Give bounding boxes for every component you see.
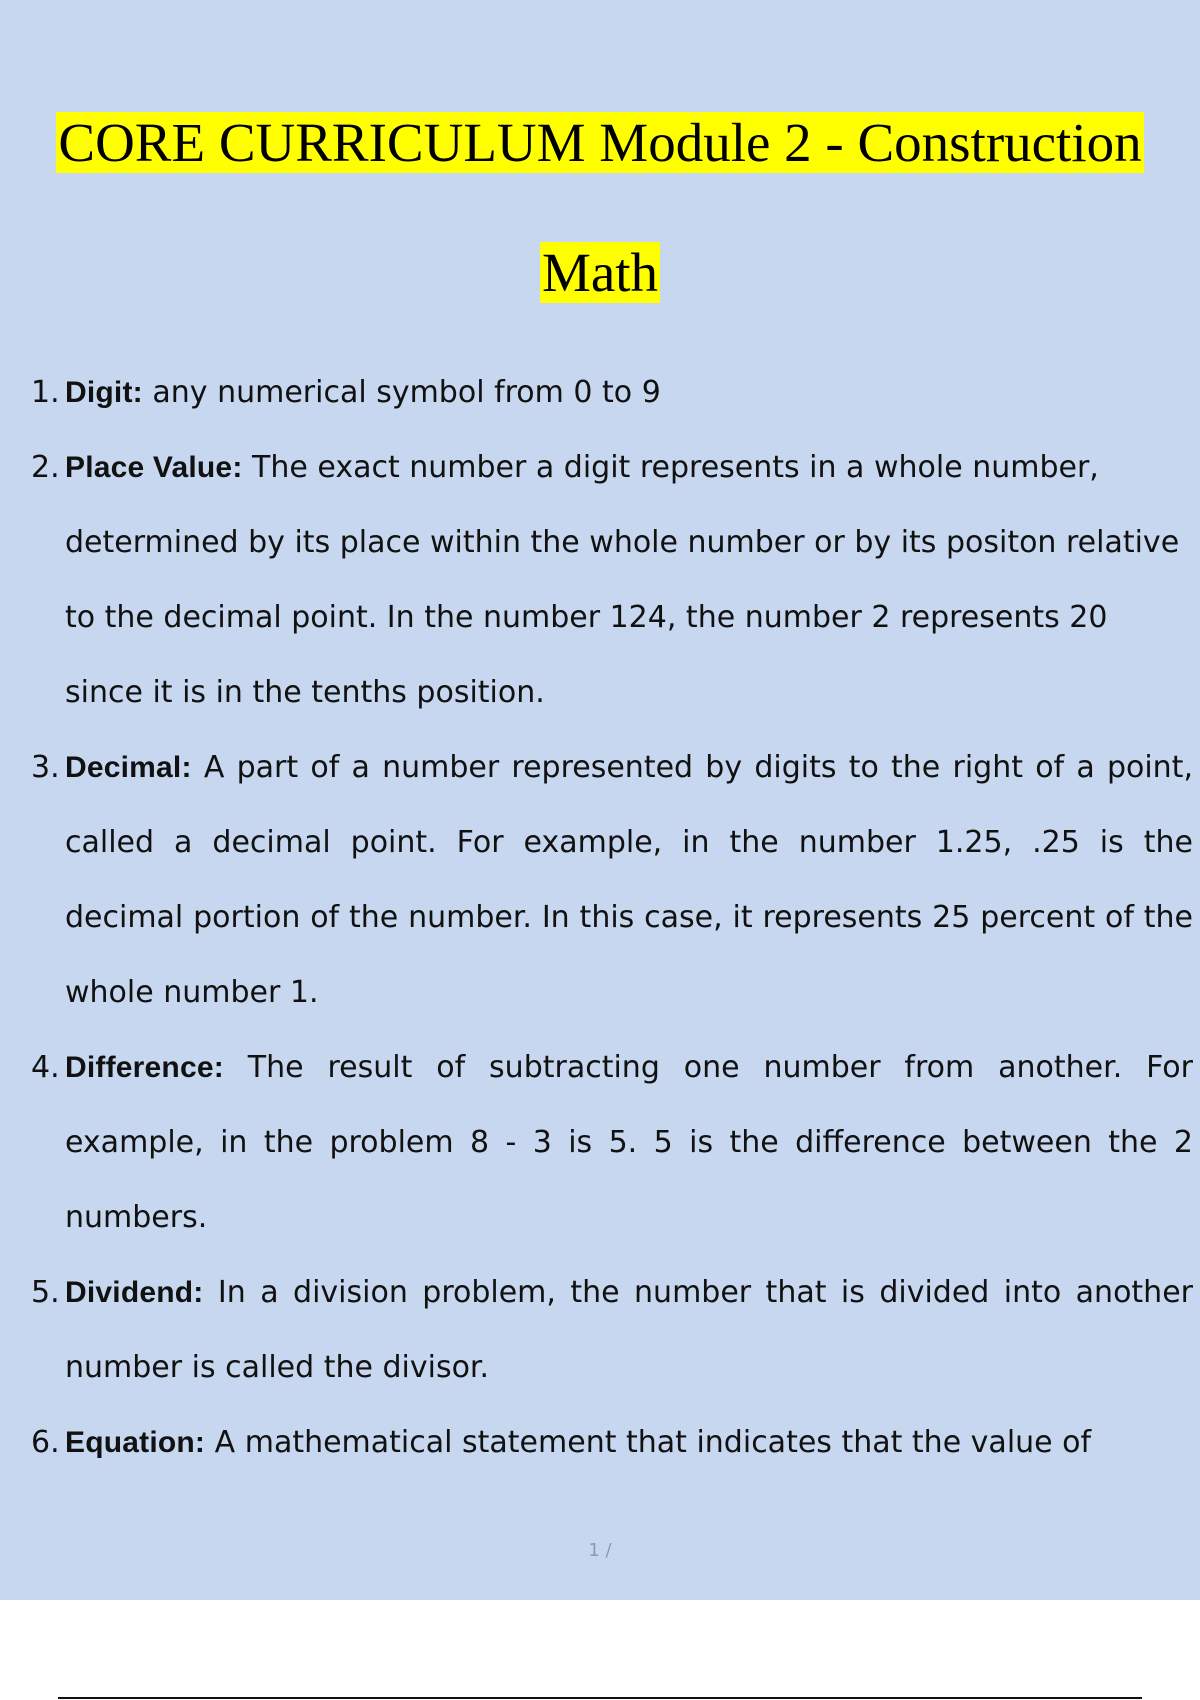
item-term: Place Value:	[65, 451, 243, 484]
footer-divider	[58, 1697, 1142, 1699]
item-text	[65, 1405, 1193, 1480]
item-number: 2.	[31, 450, 60, 485]
page-title-line-2	[0, 240, 1200, 306]
item-definition: The result of subtracting one number from another. For example, in the problem 8 - 3 is 5. 5 is the difference between the 2 numbers.	[65, 1050, 1193, 1235]
item-text	[65, 730, 1193, 1030]
title-highlight-2: Math	[541, 242, 659, 303]
item-term: Equation:	[65, 1426, 206, 1459]
title-highlight-1: CORE CURRICULUM Module 2 - Construction	[58, 112, 1142, 173]
item-number: 5.	[31, 1275, 60, 1310]
item-definition: A part of a number represented by digits to the right of a point, called a decimal point. For example, in the number 1.25, .25 is the decimal portion of the number. In this case, it represents 25 percent of the whole number 1.	[65, 750, 1193, 1010]
item-number: 3.	[31, 750, 60, 785]
list-item-equation	[31, 1405, 1193, 1480]
page-title-line-1	[0, 110, 1200, 176]
list-item-dividend	[31, 1255, 1193, 1405]
list-item-decimal	[31, 730, 1193, 1030]
item-term: Decimal:	[65, 751, 192, 784]
list-item-digit	[31, 355, 1193, 430]
item-term: Dividend:	[65, 1276, 204, 1309]
item-term: Difference:	[65, 1051, 224, 1084]
item-number: 4.	[31, 1050, 60, 1085]
list-item-difference	[31, 1030, 1193, 1255]
item-definition: A mathematical statement that indicates that the value of	[205, 1425, 1092, 1460]
item-text	[65, 1030, 1193, 1255]
item-definition: In a division problem, the number that is divided into another number is called the divisor.	[65, 1275, 1193, 1385]
item-text	[65, 355, 1193, 430]
item-number: 1.	[31, 375, 60, 410]
item-definition: The exact number a digit represents in a whole number, determined by its place within the whole number or by its positon relative to the decimal point. In the number 124, the number 2 represents 20 since it is in the tenths position.	[65, 450, 1180, 710]
item-text	[65, 430, 1193, 730]
page-number: 1 /	[588, 1540, 612, 1561]
definition-list	[31, 355, 1193, 1480]
list-item-place-value	[31, 430, 1193, 730]
item-definition: any numerical symbol from 0 to 9	[142, 375, 661, 410]
item-number: 6.	[31, 1425, 60, 1460]
item-term: Digit:	[65, 376, 143, 409]
item-text	[65, 1255, 1193, 1405]
